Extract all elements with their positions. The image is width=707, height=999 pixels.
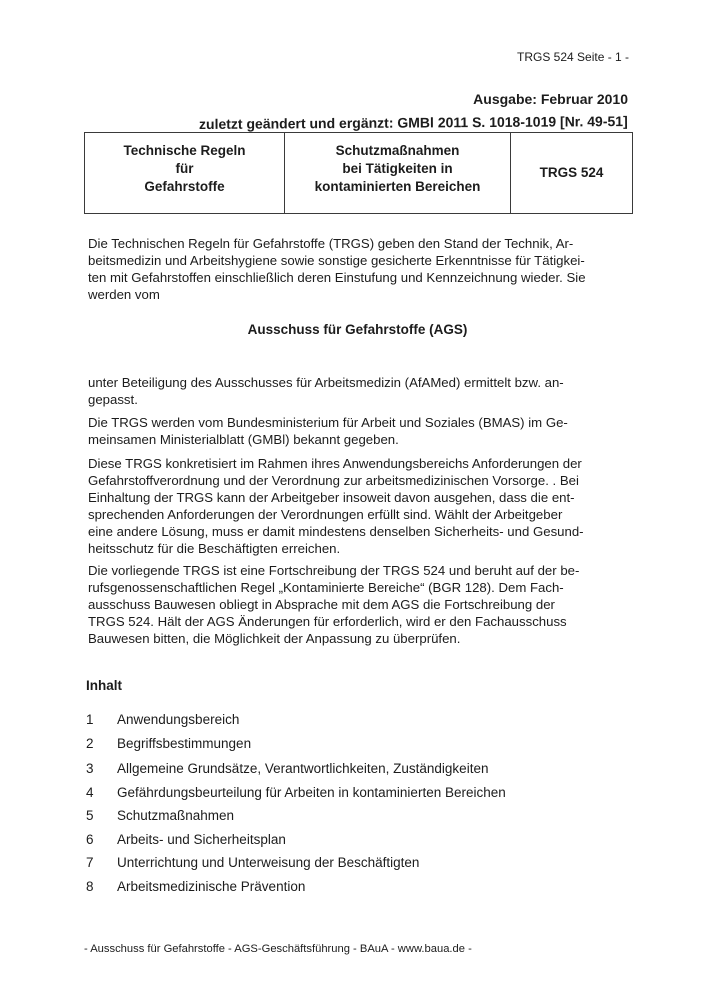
toc-item[interactable]	[86, 832, 286, 847]
toc-item-number: 2	[86, 736, 94, 751]
title-cell-subject	[285, 133, 511, 214]
text-line: Diese TRGS konkretisiert im Rahmen ihres Anwendungsbereichs Anforderungen der	[88, 456, 582, 471]
committee-title: Ausschuss für Gefahrstoffe (AGS)	[247, 322, 468, 337]
title-line: bei Tätigkeiten in	[342, 161, 453, 176]
text-line: gepasst.	[88, 392, 138, 407]
paragraph	[88, 374, 627, 408]
toc-item-number: 5	[86, 808, 94, 823]
title-cell-regulation-type	[85, 133, 285, 214]
text-line: TRGS 524. Hält der AGS Änderungen für erforderlich, wird er den Fachausschuss	[88, 614, 567, 629]
toc-item-label: Arbeits- und Sicherheitsplan	[117, 832, 286, 847]
toc-item-label: Begriffsbestimmungen	[117, 736, 252, 751]
title-line: Gefahrstoffe	[144, 179, 225, 194]
title-line: Schutzmaßnahmen	[335, 143, 460, 158]
toc-item-number: 1	[86, 712, 94, 727]
text-line: rufsgenossenschaftlichen Regel „Kontaminierte Bereiche“ (BGR 128). Dem Fach-	[88, 580, 564, 595]
text-line: unter Beteiligung des Ausschusses für Arbeitsmedizin (AfAMed) ermittelt bzw. an-	[88, 375, 564, 390]
toc-item-label: Gefährdungsbeurteilung für Arbeiten in kontaminierten Bereichen	[117, 785, 506, 800]
title-line: kontaminierten Bereichen	[314, 179, 481, 194]
text-line: Bauwesen bitten, die Möglichkeit der Anpassung zu überprüfen.	[88, 631, 461, 646]
toc-item-label: Schutzmaßnahmen	[117, 808, 235, 823]
page-footer: - Ausschuss für Gefahrstoffe - AGS-Geschäftsführung - BAuA - www.baua.de -	[84, 943, 472, 955]
toc-item-number: 6	[86, 832, 94, 847]
text-line: Gefahrstoffverordnung und der Verordnung zur arbeitsmedizinischen Vorsorge. . Bei	[88, 473, 579, 488]
toc-heading: Inhalt	[86, 678, 122, 693]
issue-date: Ausgabe: Februar 2010	[473, 91, 628, 107]
title-table	[84, 132, 633, 214]
toc-item[interactable]	[86, 712, 239, 727]
toc-item-number: 8	[86, 879, 94, 894]
toc-item-label: Arbeitsmedizinische Prävention	[117, 879, 306, 894]
toc-item[interactable]	[86, 785, 506, 800]
text-line: Die Technischen Regeln für Gefahrstoffe (TRGS) geben den Stand der Technik, Ar-	[88, 236, 574, 251]
toc-item[interactable]	[86, 808, 234, 823]
text-line: eine andere Lösung, muss er damit mindestens denselben Sicherheits- und Gesund-	[88, 524, 584, 539]
toc-item-label: Anwendungsbereich	[117, 712, 240, 727]
toc-item-label: Unterrichtung und Unterweisung der Beschäftigten	[117, 855, 420, 870]
toc-item[interactable]	[86, 855, 419, 870]
amendment-note: zuletzt geändert und ergänzt: GMBl 2011 S. 1018-1019 [Nr. 49-51]	[199, 113, 629, 132]
paragraph	[88, 562, 627, 647]
page-number: TRGS 524 Seite - 1 -	[517, 50, 630, 64]
toc-item-number: 7	[86, 855, 94, 870]
text-line: heitsschutz für die Beschäftigten erreichen.	[88, 541, 341, 556]
title-cell-code: TRGS 524	[511, 133, 633, 214]
toc-item[interactable]	[86, 879, 305, 894]
title-line: für	[175, 161, 194, 176]
paragraph	[88, 455, 627, 557]
text-line: Einhaltung der TRGS kann der Arbeitgeber insoweit davon ausgehen, dass die ent-	[88, 490, 575, 505]
text-line: beitsmedizin und Arbeitshygiene sowie sonstige gesicherte Erkenntnisse für Tätigkei-	[88, 253, 585, 268]
text-line: werden vom	[88, 287, 160, 302]
toc-item[interactable]	[86, 761, 488, 776]
text-line: Die TRGS werden vom Bundesministerium für Arbeit und Soziales (BMAS) im Ge-	[88, 415, 568, 430]
toc-item-label: Allgemeine Grundsätze, Verantwortlichkeiten, Zuständigkeiten	[117, 761, 489, 776]
toc-item-number: 3	[86, 761, 94, 776]
title-line: Technische Regeln	[123, 143, 246, 158]
toc-item-number: 4	[86, 785, 94, 800]
text-line: sprechenden Anforderungen der Verordnungen erfüllt sind. Wählt der Arbeitgeber	[88, 507, 563, 522]
text-line: Die vorliegende TRGS ist eine Fortschreibung der TRGS 524 und beruht auf der be-	[88, 563, 580, 578]
text-line: ausschuss Bauwesen obliegt in Absprache mit dem AGS die Fortschreibung der	[88, 597, 555, 612]
toc-item[interactable]	[86, 736, 251, 751]
intro-paragraph	[88, 235, 627, 303]
text-line: ten mit Gefahrstoffen einschließlich deren Einstufung und Kennzeichnung wieder. Sie	[88, 270, 586, 285]
text-line: meinsamen Ministerialblatt (GMBl) bekannt gegeben.	[88, 432, 399, 447]
paragraph	[88, 414, 627, 448]
